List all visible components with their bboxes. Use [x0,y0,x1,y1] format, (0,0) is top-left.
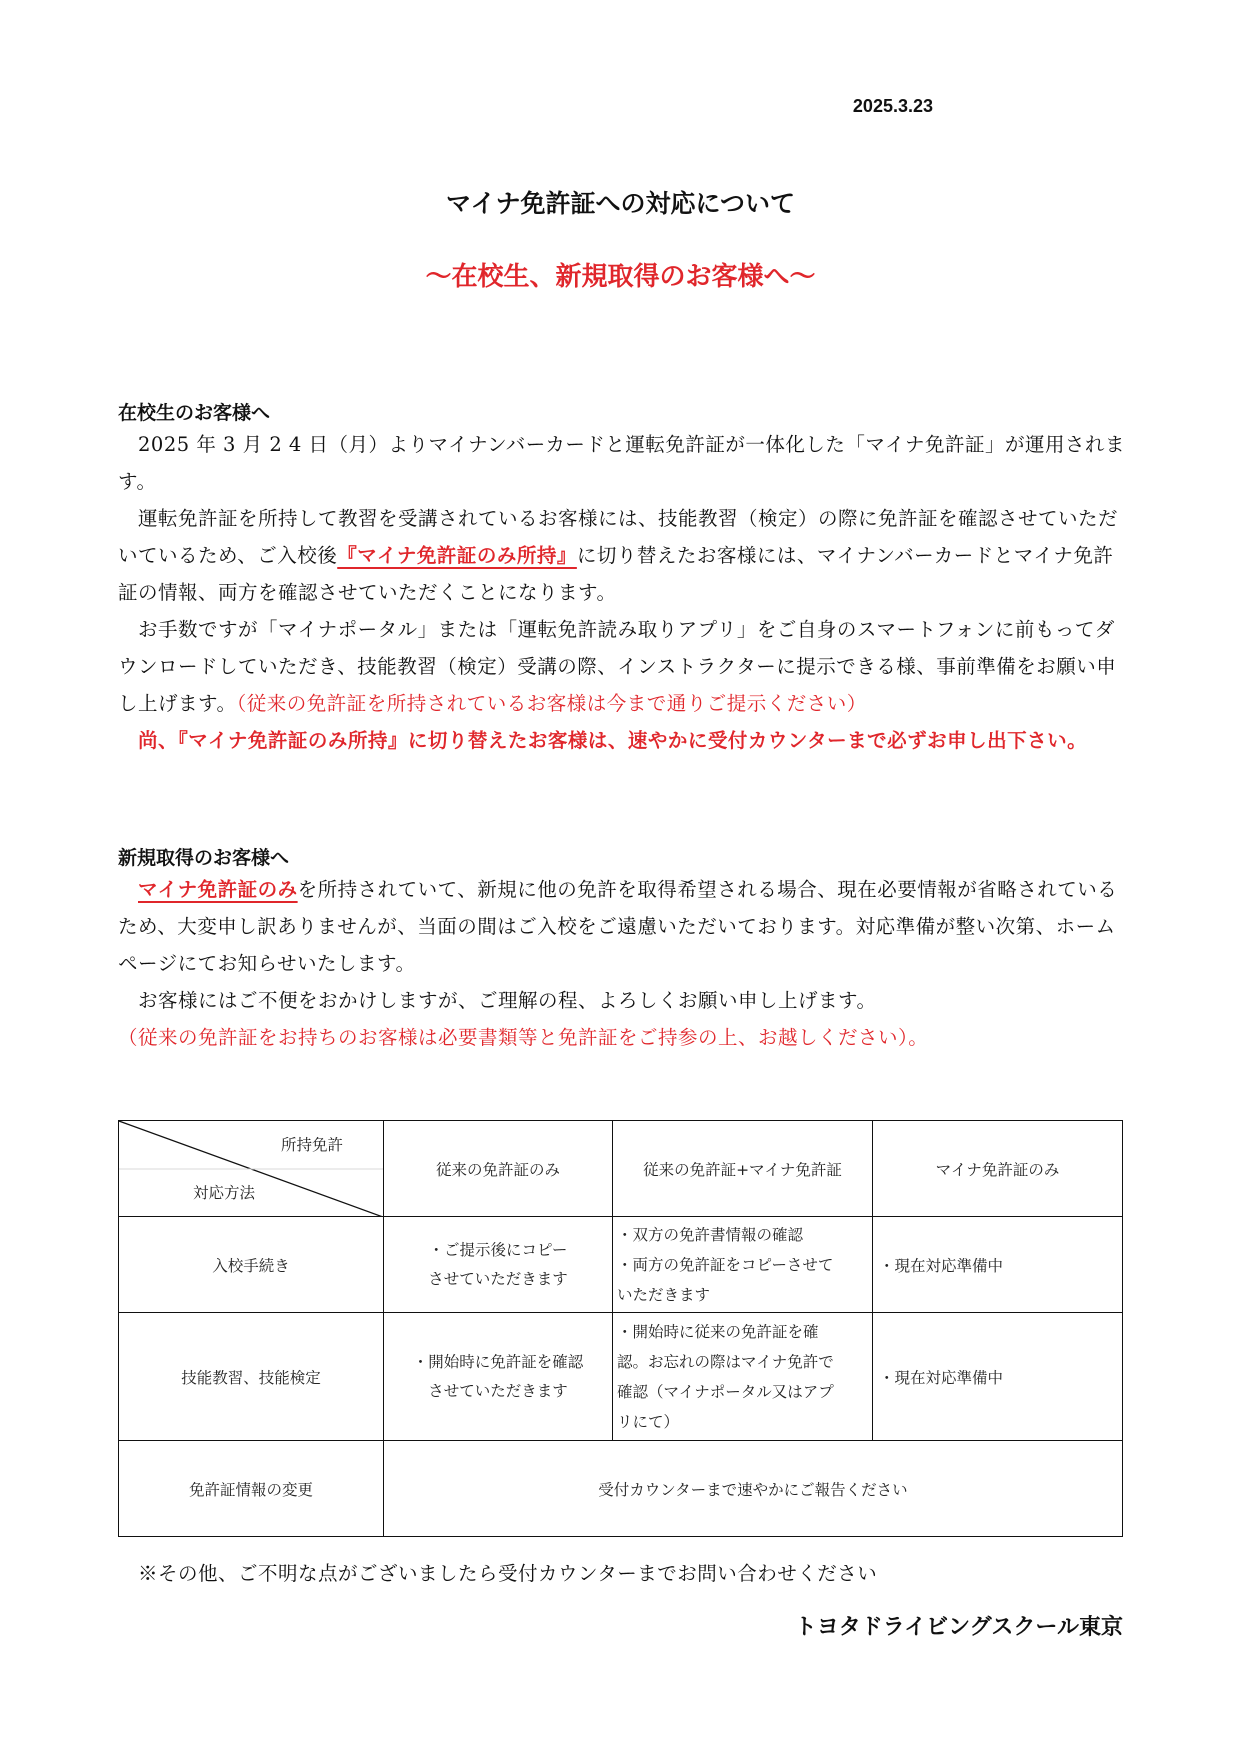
section2-paragraph-2: お客様にはご不便をおかけしますが、ご理解の程、よろしくお願い申し上げます。 [138,989,877,1012]
row-label-lessons: 技能教習、技能検定 [119,1313,384,1441]
row-label-enrollment: 入校手続き [119,1217,384,1313]
corner-label-top: 所持免許 [280,1136,343,1154]
cell-line: ・開始時に免許証を確認 [412,1352,584,1371]
cell-line: ・ご提示後にコピー [428,1240,568,1259]
table-header-row [119,1121,1123,1217]
table-row [119,1217,1123,1313]
school-signature: トヨタドライビングスクール東京 [794,1615,1123,1640]
cell-line: 確認（マイナポータル又はアプ [617,1382,834,1401]
footer-note: ※その他、ご不明な点がございましたら受付カウンターまでお問い合わせください [138,1562,878,1585]
col-header-myna-only: マイナ免許証のみ [873,1121,1123,1217]
cell-info-change-merged: 受付カウンターまで速やかにご報告ください [384,1441,1123,1537]
mynacard-only-highlight-2: マイナ免許証のみ [138,878,298,901]
section1-paragraph-3 [118,611,1126,722]
cell-enrollment-conventional [384,1217,613,1313]
col-header-both: 従来の免許証+マイナ免許証 [613,1121,873,1217]
section1-p2-after: に切り替えたお客様には、マイナンバーカードとマイナ免許証の情報、両方を確認させていただくことになります。 [118,544,1114,604]
section1-p3-red-note: （従来の免許証を所持されているお客様は今まで通りご提示ください） [236,692,867,715]
section1-paragraph-1: 2025 年 3 月 2 4 日（月）よりマイナンバーカードと運転免許証が一体化した「マイナ免許証」が運用されます。 [118,433,1126,493]
section1-paragraph-2 [118,500,1126,611]
cell-lessons-myna-only: ・現在対応準備中 [873,1313,1123,1441]
cell-line: リにて） [617,1412,680,1431]
section1-body [118,426,1126,759]
corner-label-bottom: 対応方法 [193,1184,256,1202]
cell-enrollment-myna-only: ・現在対応準備中 [873,1217,1123,1313]
mynacard-only-highlight: 『マイナ免許証のみ所持』 [337,544,577,567]
cell-line: 認。お忘れの際はマイナ免許で [617,1352,834,1371]
license-handling-table [118,1120,1123,1537]
table-corner-cell [119,1121,384,1217]
cell-line: ・双方の免許書情報の確認 [617,1225,804,1244]
cell-enrollment-both [613,1217,873,1313]
col-header-conventional: 従来の免許証のみ [384,1121,613,1217]
document-subtitle: ～在校生、新規取得のお客様へ～ [425,262,816,292]
document-title: マイナ免許証への対応について [445,189,795,218]
cell-line: させていただきます [428,1381,568,1400]
table-row [119,1313,1123,1441]
cell-lessons-both [613,1313,873,1441]
section2-red-note: （従来の免許証をお持ちのお客様は必要書類等と免許証をご持参の上、お越しください）。 [118,1026,929,1049]
document-date: 2025.3.23 [852,96,933,116]
cell-line: させていただきます [428,1269,568,1288]
cell-line: ・両方の免許証をコピーさせて [617,1255,834,1274]
section1-red-notice: 尚、『マイナ免許証のみ所持』に切り替えたお客様は、速やかに受付カウンターまで必ずお申し出下さい。 [138,729,1088,752]
section2-p1-after: を所持されていて、新規に他の免許を取得希望される場合、現在必要情報が省略されているため、大変申し訳ありませんが、当面の間はご入校をご遠慮いただいております。対応準備が整い次第、ホームページにてお知らせいたします。 [118,878,1118,975]
table-row [119,1441,1123,1537]
section1-p3-text: お手数ですが「マイナポータル」または「運転免許読み取りアプリ」をご自身のスマートフォンに前もってダウンロードしていただき、技能教習（検定）受講の際、インストラクターに提示できる様、事前準備をお願い申し上げます。 [118,618,1117,715]
section2-paragraph-1 [118,871,1126,982]
section2-heading: 新規取得のお客様へ [118,847,290,869]
section1-heading: 在校生のお客様へ [118,402,271,424]
row-label-info-change: 免許証情報の変更 [119,1441,384,1537]
cell-lessons-conventional [384,1313,613,1441]
section2-body [118,871,1126,1056]
cell-line: いただきます [617,1285,711,1304]
cell-line: ・開始時に従来の免許証を確 [617,1322,819,1341]
section1-p2-before: 運転免許証を所持して教習を受講されているお客様には、技能教習（検定）の際に免許証を確認させていただいているため、ご入校後 [118,507,1119,567]
